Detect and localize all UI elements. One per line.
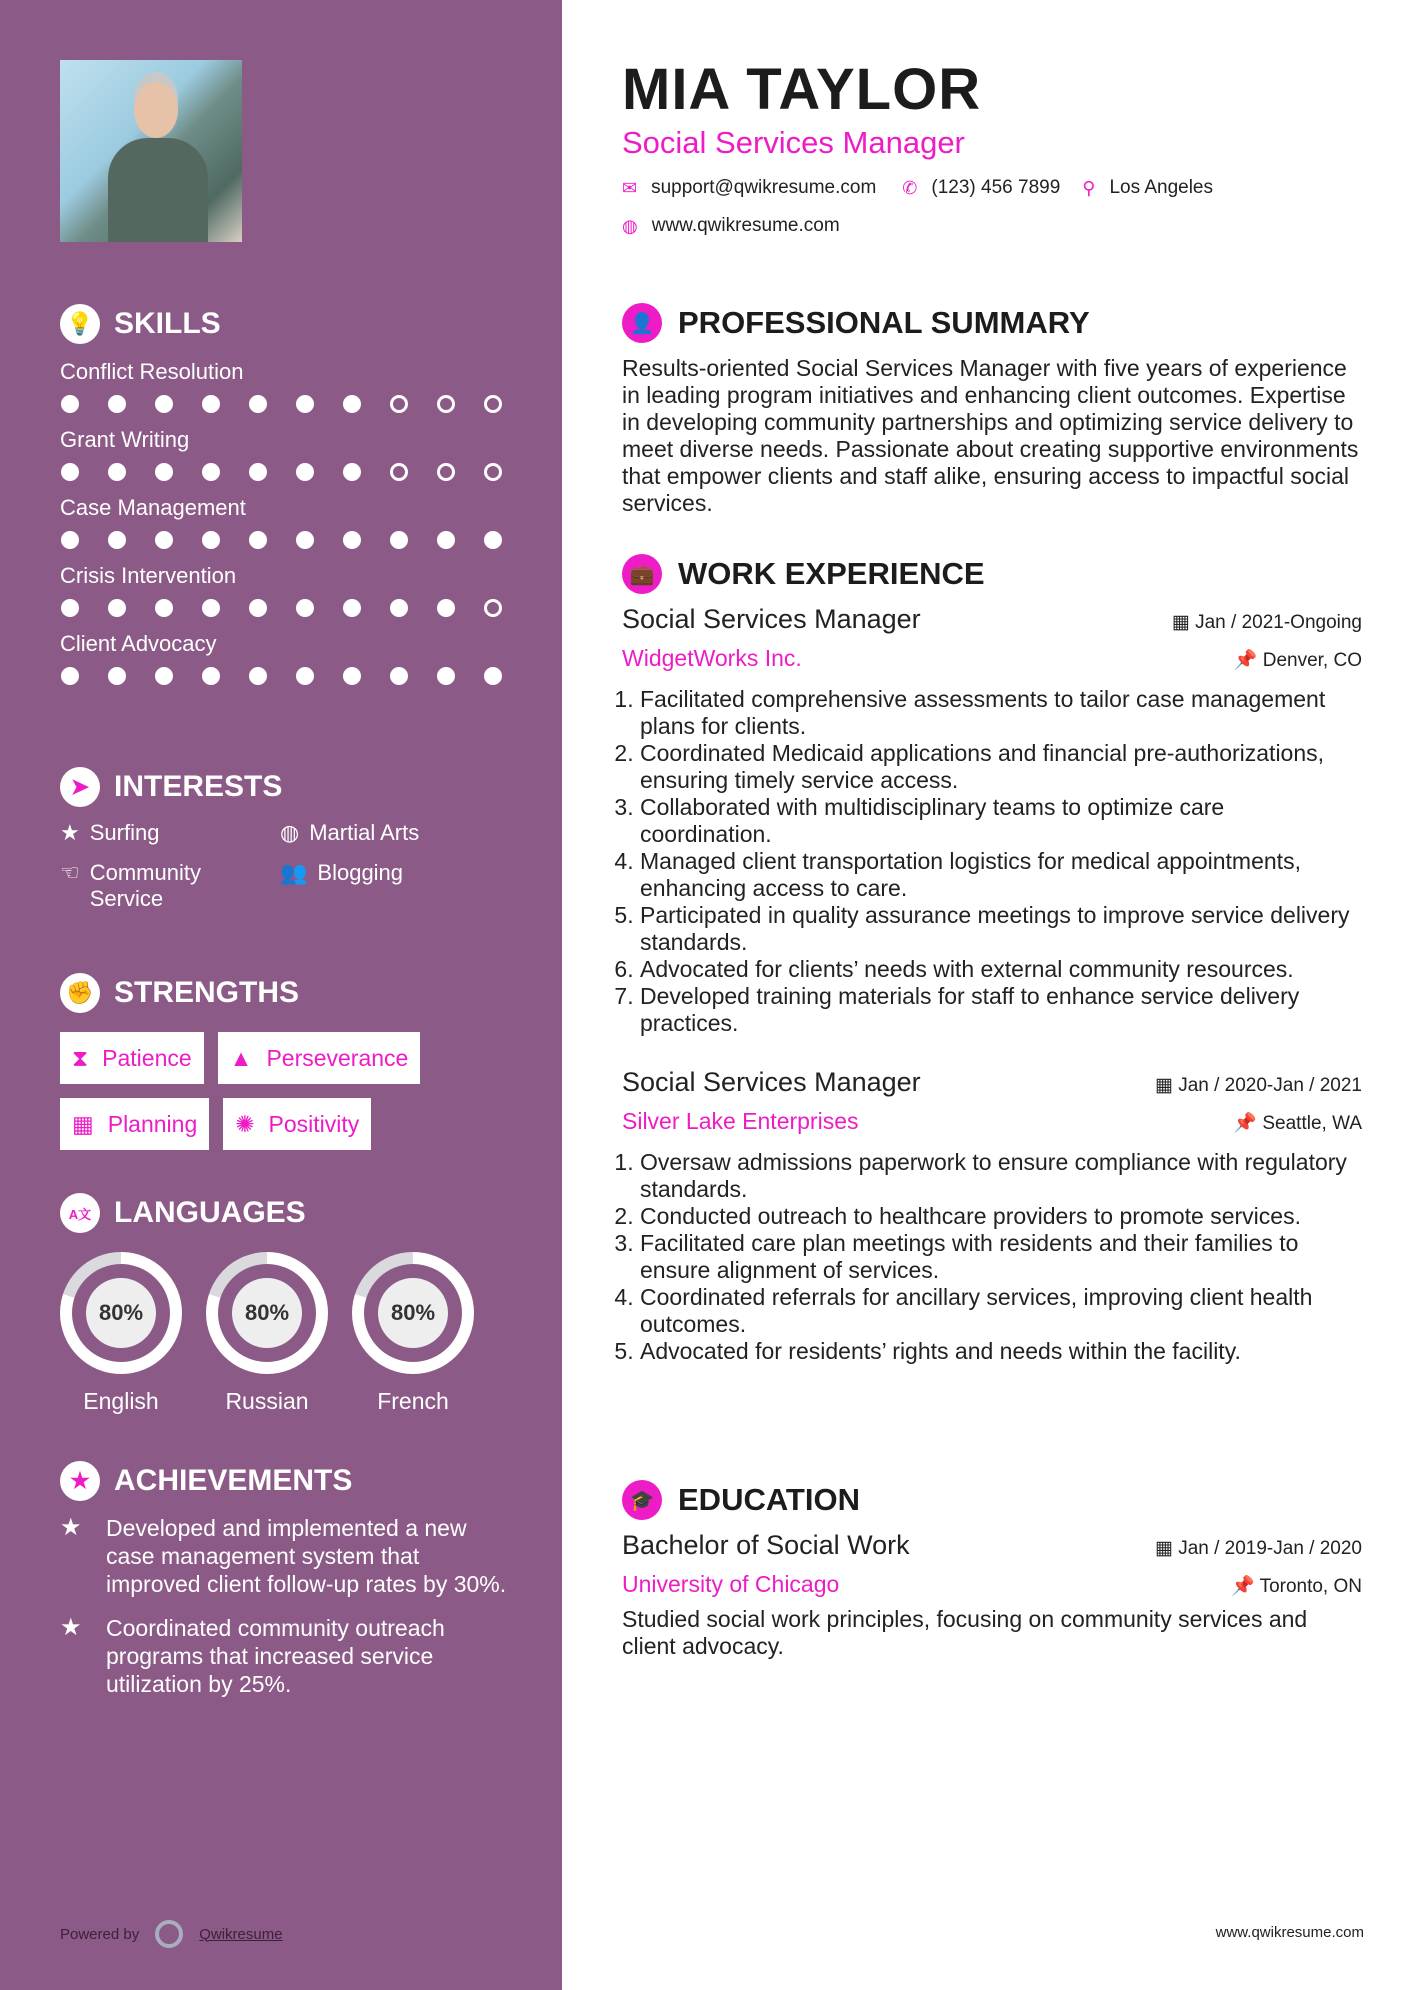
rating-dot bbox=[249, 531, 267, 549]
job-entry bbox=[622, 1067, 1362, 1365]
pin-icon: 📌 bbox=[1233, 1113, 1258, 1134]
envelope-icon: ✉ bbox=[622, 177, 638, 198]
rating-dot bbox=[108, 599, 126, 617]
skill-item bbox=[60, 355, 502, 413]
rating-dot bbox=[343, 599, 361, 617]
star-icon: ★ bbox=[60, 820, 80, 845]
education-text: Studied social work principles, focusing on community services and client advocacy. bbox=[622, 1606, 1308, 1659]
phone-icon: ✆ bbox=[902, 177, 918, 198]
skill-rating bbox=[60, 531, 502, 549]
rating-dot bbox=[437, 599, 455, 617]
profile-photo bbox=[60, 60, 242, 242]
job-title: Social Services Manager bbox=[622, 1067, 921, 1097]
skill-item bbox=[60, 627, 502, 685]
rating-dot bbox=[61, 463, 79, 481]
rating-dot bbox=[155, 599, 173, 617]
job-bullet: 7. Developed training materials for staff to enhance service delivery practices. bbox=[640, 983, 1362, 1037]
job-bullet: 3. Facilitated care plan meetings with residents and their families to ensure alignment of services. bbox=[640, 1230, 1362, 1284]
skill-item bbox=[60, 491, 502, 549]
qwikresume-logo-icon bbox=[155, 1920, 183, 1948]
hand-icon: ☜ bbox=[60, 860, 80, 885]
job-bullet: 3. Collaborated with multidisciplinary teams to optimize care coordination. bbox=[640, 794, 1362, 848]
road-icon: ▲ bbox=[229, 1044, 253, 1071]
rating-dot bbox=[155, 531, 173, 549]
degree: Bachelor of Social Work bbox=[622, 1530, 910, 1560]
job-bullet: 1. Facilitated comprehensive assessments to tailor case management plans for clients. bbox=[640, 686, 1362, 740]
interest-item: ★ Surfing bbox=[60, 820, 160, 845]
graduate-icon: 🎓 bbox=[622, 1480, 662, 1520]
skill-rating bbox=[60, 395, 502, 413]
skill-rating bbox=[60, 599, 502, 617]
translate-icon: A文 bbox=[60, 1193, 100, 1233]
language-item bbox=[206, 1252, 328, 1415]
language-progress-ring bbox=[206, 1252, 328, 1374]
rating-dot bbox=[202, 531, 220, 549]
calendar-icon: ▦ bbox=[1171, 612, 1190, 633]
hourglass-icon: ⧗ bbox=[72, 1044, 89, 1071]
rating-dot bbox=[108, 667, 126, 685]
shooting-star-icon: ★ bbox=[60, 1614, 82, 1641]
job-dates: ▦ Jan / 2020-Jan / 2021 bbox=[1154, 1075, 1362, 1096]
rating-dot bbox=[61, 599, 79, 617]
rating-dot bbox=[108, 463, 126, 481]
rating-dot bbox=[296, 531, 314, 549]
candidate-title: Social Services Manager bbox=[622, 125, 965, 160]
header bbox=[622, 56, 1362, 237]
job-bullet: 4. Managed client transportation logistics for medical appointments, enhancing access to care. bbox=[640, 848, 1362, 902]
skill-item bbox=[60, 423, 502, 481]
rating-dot bbox=[437, 667, 455, 685]
job-location: 📌 Seattle, WA bbox=[1233, 1113, 1362, 1134]
rating-dot bbox=[484, 463, 502, 481]
globe-icon: ◍ bbox=[622, 215, 638, 236]
education-dates: ▦ Jan / 2019-Jan / 2020 bbox=[1154, 1538, 1362, 1559]
rating-dot bbox=[390, 667, 408, 685]
calendar-icon: ▦ bbox=[1154, 1075, 1173, 1096]
rating-dot bbox=[437, 463, 455, 481]
skill-name: Case Management bbox=[60, 495, 246, 520]
job-dates: ▦ Jan / 2021-Ongoing bbox=[1171, 612, 1362, 633]
footer-website[interactable]: www.qwikresume.com bbox=[1215, 1924, 1364, 1941]
rating-dot bbox=[296, 599, 314, 617]
rating-dot bbox=[249, 395, 267, 413]
rating-dot bbox=[343, 667, 361, 685]
summary-text: Results-oriented Social Services Manager with five years of experience in leading program initiatives and enhancing client outcomes. Expertise in developing community partnerships and optimizing service delivery to meet diverse needs. Passionate about creating supportive environments that empower clients and staff alike, ensuring access to impactful social services. bbox=[622, 355, 1359, 516]
website[interactable]: www.qwikresume.com bbox=[651, 215, 840, 236]
job-bullet: 2. Conducted outreach to healthcare providers to promote services. bbox=[640, 1203, 1362, 1230]
briefcase-icon: 💼 bbox=[622, 554, 662, 594]
rating-dot bbox=[390, 463, 408, 481]
company: Silver Lake Enterprises bbox=[622, 1108, 859, 1134]
languages-section bbox=[60, 1192, 474, 1415]
skill-rating bbox=[60, 667, 502, 685]
location: Los Angeles bbox=[1109, 177, 1213, 198]
paper-plane-icon: ➤ bbox=[60, 767, 100, 807]
language-item bbox=[352, 1252, 474, 1415]
qwikresume-link[interactable]: Qwikresume bbox=[199, 1925, 283, 1943]
interest-item: ◍ Martial Arts bbox=[280, 820, 420, 845]
rating-dot bbox=[249, 667, 267, 685]
interest-item: 👥 Blogging bbox=[280, 860, 404, 885]
strength-chip: ✺ Positivity bbox=[223, 1098, 371, 1150]
achievements-section bbox=[60, 1460, 510, 1698]
candidate-name: MIA TAYLOR bbox=[622, 57, 982, 122]
rating-dot bbox=[202, 463, 220, 481]
job-entry bbox=[622, 604, 1362, 1037]
rating-dot bbox=[484, 531, 502, 549]
rating-dot bbox=[61, 395, 79, 413]
shooting-star-icon: ★ bbox=[60, 1514, 82, 1541]
phone: (123) 456 7899 bbox=[931, 177, 1061, 198]
email[interactable]: support@qwikresume.com bbox=[651, 177, 877, 198]
interest-item: ☜ Community Service bbox=[60, 860, 201, 911]
user-icon: 👤 bbox=[622, 303, 662, 343]
skill-name: Client Advocacy bbox=[60, 631, 217, 656]
rating-dot bbox=[343, 531, 361, 549]
rating-dot bbox=[296, 395, 314, 413]
rating-dot bbox=[202, 667, 220, 685]
rating-dot bbox=[108, 531, 126, 549]
achievements-heading: ACHIEVEMENTS bbox=[114, 1464, 353, 1497]
job-bullets bbox=[622, 686, 1362, 1037]
job-bullet: 5. Participated in quality assurance meetings to improve service delivery standards. bbox=[640, 902, 1362, 956]
interests-section bbox=[60, 766, 500, 912]
strengths-heading: STRENGTHS bbox=[114, 976, 300, 1009]
job-title: Social Services Manager bbox=[622, 604, 921, 634]
school: University of Chicago bbox=[622, 1571, 840, 1597]
sidebar bbox=[0, 0, 562, 1990]
job-location: 📌 Denver, CO bbox=[1233, 650, 1362, 671]
rating-dot bbox=[155, 667, 173, 685]
rating-dot bbox=[155, 395, 173, 413]
education-location: 📌 Toronto, ON bbox=[1230, 1576, 1362, 1597]
achievement-item: ★ Developed and implemented a new case management system that improved client follow-up rates by 30%. bbox=[60, 1514, 507, 1597]
experience-section: 💼 WORK EXPERIENCE Social Services Manager ▦ Jan / 2021-Ongoing WidgetWorks Inc. 📌 Denver, CO 1. Facilitated comprehensive assessments to tailor case management plans for clients. 2. Coordinated Medicaid applications and financial pre-authorizations, ensuring timely service access. 3. Collaborated with multidisciplinary teams to optimize care coordination. 4. Managed client transportation logistics for medical appointments, enhancing access to care. 5. Participated in quality assurance meetings to improve service delivery standards. 6. Advocated for clients’ needs with external community resources. 7. Developed training materials for staff to enhance service delivery practices. Social Services Manager ▦ Jan / 2020-Jan / 2021 Silver Lake Enterprises 📌 Seattle, WA 1. Oversaw admissions paperwork to ensure compliance with regulatory standards. 2. Conducted outreach to healthcare providers to promote services. 3. Facilitated care plan meetings with residents and their families to ensure alignment of services. 4. Coordinated referrals for ancillary services, improving client health outcomes. 5. Advocated for residents’ rights and needs within the facility. bbox=[622, 554, 1362, 1365]
strength-chip: ⧗ Patience bbox=[60, 1032, 204, 1084]
rating-dot bbox=[390, 599, 408, 617]
job-bullet: 2. Coordinated Medicaid applications and financial pre-authorizations, ensuring timely service access. bbox=[640, 740, 1362, 794]
job-bullet: 1. Oversaw admissions paperwork to ensure compliance with regulatory standards. bbox=[640, 1149, 1362, 1203]
powered-by: Powered by Qwikresume bbox=[60, 1920, 283, 1948]
job-bullet: 6. Advocated for clients’ needs with external community resources. bbox=[640, 956, 1362, 983]
rating-dot bbox=[61, 531, 79, 549]
skill-name: Crisis Intervention bbox=[60, 563, 237, 588]
language-progress-ring bbox=[60, 1252, 182, 1374]
rating-dot bbox=[343, 395, 361, 413]
rating-dot bbox=[437, 395, 455, 413]
language-name: English bbox=[83, 1388, 159, 1414]
language-progress-ring bbox=[352, 1252, 474, 1374]
rating-dot bbox=[202, 599, 220, 617]
skills-section bbox=[60, 303, 502, 693]
rating-dot bbox=[484, 667, 502, 685]
language-percent: 80% bbox=[232, 1278, 302, 1348]
skills-heading: SKILLS bbox=[114, 307, 221, 340]
language-percent: 80% bbox=[86, 1278, 156, 1348]
calendar-icon: ▦ bbox=[72, 1110, 94, 1137]
language-percent: 80% bbox=[378, 1278, 448, 1348]
globe-icon: ◍ bbox=[280, 820, 300, 845]
language-name: French bbox=[377, 1388, 449, 1414]
pin-icon: 📌 bbox=[1233, 650, 1258, 671]
skill-name: Grant Writing bbox=[60, 427, 190, 452]
map-pin-icon: ⚲ bbox=[1082, 177, 1096, 198]
skill-name: Conflict Resolution bbox=[60, 359, 244, 384]
job-bullet: 5. Advocated for residents’ rights and needs within the facility. bbox=[640, 1338, 1362, 1365]
interests-heading: INTERESTS bbox=[114, 770, 283, 803]
education-section: 🎓 EDUCATION Bachelor of Social Work ▦ Jan / 2019-Jan / 2020 University of Chicago 📌 Toronto, ON Studied social work principles, focusing on community services and client advocacy. bbox=[622, 1482, 1362, 1659]
rating-dot bbox=[484, 599, 502, 617]
rating-dot bbox=[390, 395, 408, 413]
rating-dot bbox=[343, 463, 361, 481]
rating-dot bbox=[249, 463, 267, 481]
sun-icon: ✺ bbox=[235, 1110, 255, 1137]
company: WidgetWorks Inc. bbox=[622, 645, 802, 671]
languages-heading: LANGUAGES bbox=[114, 1196, 306, 1229]
rating-dot bbox=[202, 395, 220, 413]
job-bullets bbox=[622, 1149, 1362, 1365]
lightbulb-icon: 💡 bbox=[60, 304, 100, 344]
rating-dot bbox=[484, 395, 502, 413]
skill-rating bbox=[60, 463, 502, 481]
rating-dot bbox=[437, 531, 455, 549]
summary-section: 👤 PROFESSIONAL SUMMARY Results-oriented Social Services Manager with five years of experience in leading program initiatives and enhancing client outcomes. Expertise in developing community partnerships and optimizing service delivery to meet diverse needs. Passionate about creating supportive environments that empower clients and staff alike, ensuring access to impactful social services. bbox=[622, 303, 1362, 517]
star-badge-icon: ★ bbox=[60, 1461, 100, 1501]
achievement-item: ★ Coordinated community outreach programs that increased service utilization by 25%. bbox=[60, 1614, 445, 1697]
skill-item bbox=[60, 559, 502, 617]
rating-dot bbox=[296, 667, 314, 685]
fist-icon: ✊ bbox=[60, 973, 100, 1013]
strength-chip: ▦ Planning bbox=[60, 1098, 209, 1150]
language-name: Russian bbox=[225, 1388, 309, 1414]
rating-dot bbox=[155, 463, 173, 481]
job-bullet: 4. Coordinated referrals for ancillary services, improving client health outcomes. bbox=[640, 1284, 1362, 1338]
strength-chip: ▲ Perseverance bbox=[218, 1032, 421, 1084]
strengths-section bbox=[60, 972, 490, 1150]
users-icon: 👥 bbox=[280, 860, 308, 885]
rating-dot bbox=[108, 395, 126, 413]
rating-dot bbox=[249, 599, 267, 617]
rating-dot bbox=[61, 667, 79, 685]
rating-dot bbox=[296, 463, 314, 481]
rating-dot bbox=[390, 531, 408, 549]
language-item bbox=[60, 1252, 182, 1415]
